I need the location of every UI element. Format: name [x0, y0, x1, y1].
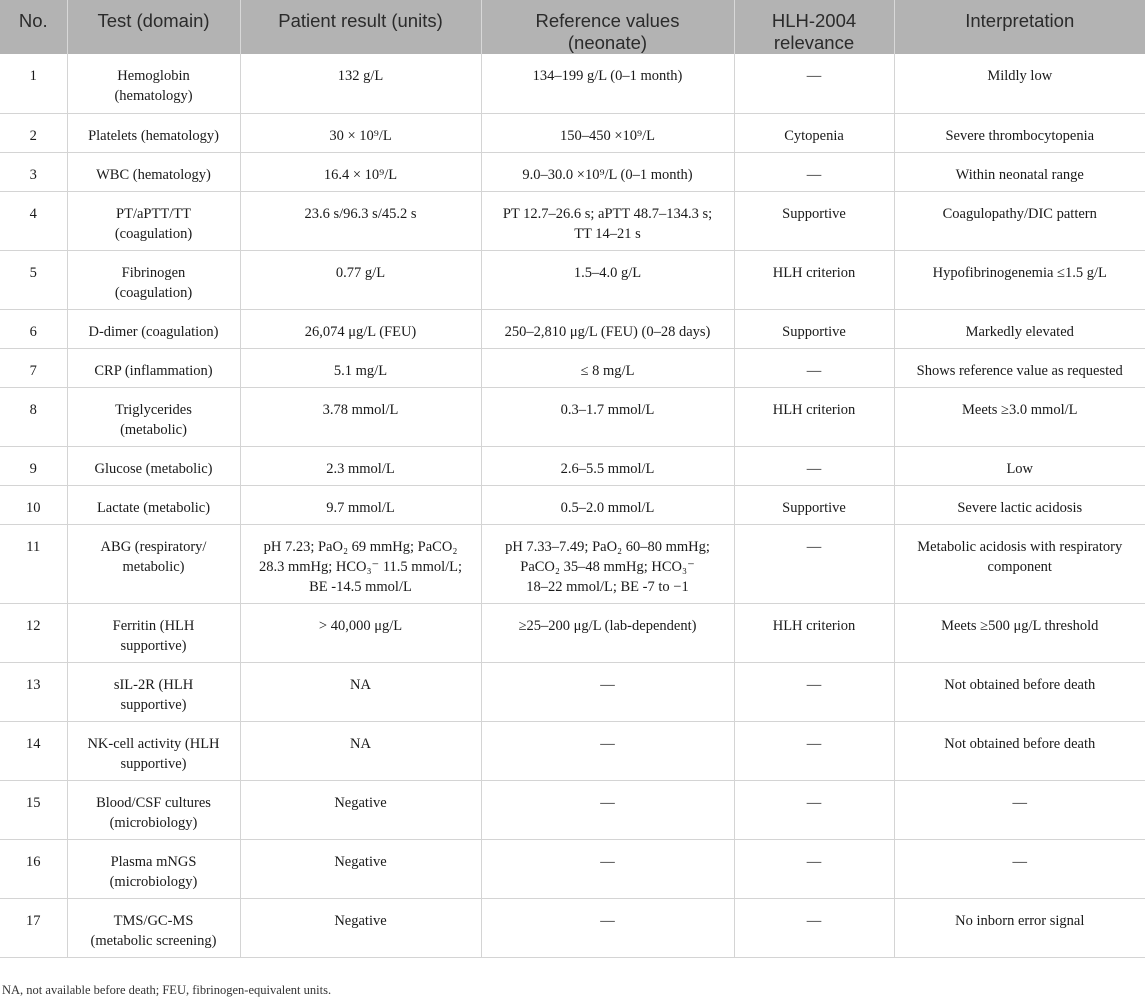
cell-no: 17	[0, 898, 67, 957]
cell-hlh-relevance: Supportive	[734, 485, 894, 524]
table-row	[0, 152, 1145, 191]
header-no: No.	[0, 0, 67, 54]
cell-hlh-relevance: —	[734, 839, 894, 898]
table-row	[0, 603, 1145, 662]
table-row	[0, 485, 1145, 524]
cell-reference-values: 2.6–5.5 mmol/L	[481, 446, 734, 485]
cell-interpretation: Shows reference value as requested	[894, 348, 1145, 387]
cell-hlh-relevance: —	[734, 780, 894, 839]
cell-no: 3	[0, 152, 67, 191]
cell-patient-result: Negative	[240, 898, 481, 957]
cell-reference-values: 1.5–4.0 g/L	[481, 250, 734, 309]
cell-interpretation: Meets ≥500 μg/L threshold	[894, 603, 1145, 662]
header-test-domain: Test (domain)	[67, 0, 240, 54]
cell-no: 4	[0, 191, 67, 250]
cell-hlh-relevance: —	[734, 721, 894, 780]
cell-test-domain: ABG (respiratory/ metabolic)	[67, 524, 240, 603]
cell-patient-result: Negative	[240, 780, 481, 839]
cell-reference-values: 250–2,810 μg/L (FEU) (0–28 days)	[481, 309, 734, 348]
cell-patient-result: 26,074 μg/L (FEU)	[240, 309, 481, 348]
table-row	[0, 348, 1145, 387]
cell-test-domain: Glucose (metabolic)	[67, 446, 240, 485]
cell-test-domain: PT/aPTT/TT (coagulation)	[67, 191, 240, 250]
cell-reference-values: —	[481, 898, 734, 957]
cell-test-domain: WBC (hematology)	[67, 152, 240, 191]
cell-interpretation: No inborn error signal	[894, 898, 1145, 957]
cell-reference-values: 150–450 ×10⁹/L	[481, 113, 734, 152]
cell-interpretation: Metabolic acidosis with respiratory component	[894, 524, 1145, 603]
cell-test-domain: Ferritin (HLH supportive)	[67, 603, 240, 662]
cell-no: 8	[0, 387, 67, 446]
cell-patient-result: 0.77 g/L	[240, 250, 481, 309]
cell-patient-result: 132 g/L	[240, 54, 481, 113]
cell-hlh-relevance: —	[734, 348, 894, 387]
cell-reference-values: ≤ 8 mg/L	[481, 348, 734, 387]
table-row	[0, 662, 1145, 721]
cell-interpretation: —	[894, 780, 1145, 839]
cell-no: 10	[0, 485, 67, 524]
cell-interpretation: Meets ≥3.0 mmol/L	[894, 387, 1145, 446]
cell-interpretation: Markedly elevated	[894, 309, 1145, 348]
cell-hlh-relevance: —	[734, 898, 894, 957]
table-row	[0, 113, 1145, 152]
cell-no: 14	[0, 721, 67, 780]
table-row	[0, 446, 1145, 485]
cell-patient-result: 2.3 mmol/L	[240, 446, 481, 485]
cell-reference-values: 0.3–1.7 mmol/L	[481, 387, 734, 446]
cell-reference-values: —	[481, 662, 734, 721]
cell-test-domain: D-dimer (coagulation)	[67, 309, 240, 348]
cell-reference-values: —	[481, 721, 734, 780]
cell-hlh-relevance: Supportive	[734, 191, 894, 250]
cell-test-domain: Lactate (metabolic)	[67, 485, 240, 524]
cell-hlh-relevance: —	[734, 446, 894, 485]
cell-interpretation: Severe lactic acidosis	[894, 485, 1145, 524]
table-header-row	[0, 0, 1145, 54]
cell-no: 13	[0, 662, 67, 721]
table-row	[0, 309, 1145, 348]
cell-no: 6	[0, 309, 67, 348]
cell-reference-values: 134–199 g/L (0–1 month)	[481, 54, 734, 113]
cell-test-domain: Hemoglobin (hematology)	[67, 54, 240, 113]
cell-hlh-relevance: Cytopenia	[734, 113, 894, 152]
cell-no: 11	[0, 524, 67, 603]
cell-no: 15	[0, 780, 67, 839]
cell-interpretation: —	[894, 839, 1145, 898]
cell-test-domain: TMS/GC-MS (metabolic screening)	[67, 898, 240, 957]
header-reference-values: Reference values (neonate)	[481, 0, 734, 54]
cell-no: 12	[0, 603, 67, 662]
cell-test-domain: sIL-2R (HLH supportive)	[67, 662, 240, 721]
cell-test-domain: Blood/CSF cultures (microbiology)	[67, 780, 240, 839]
cell-no: 2	[0, 113, 67, 152]
table-row	[0, 387, 1145, 446]
cell-test-domain: Platelets (hematology)	[67, 113, 240, 152]
cell-patient-result: > 40,000 μg/L	[240, 603, 481, 662]
header-patient-result: Patient result (units)	[240, 0, 481, 54]
cell-interpretation: Low	[894, 446, 1145, 485]
cell-hlh-relevance: HLH criterion	[734, 250, 894, 309]
table-row	[0, 780, 1145, 839]
cell-hlh-relevance: Supportive	[734, 309, 894, 348]
cell-test-domain: Plasma mNGS (microbiology)	[67, 839, 240, 898]
cell-no: 9	[0, 446, 67, 485]
cell-patient-result: 16.4 × 10⁹/L	[240, 152, 481, 191]
cell-interpretation: Coagulopathy/DIC pattern	[894, 191, 1145, 250]
cell-reference-values: ≥25–200 μg/L (lab-dependent)	[481, 603, 734, 662]
cell-patient-result: NA	[240, 662, 481, 721]
header-hlh-relevance: HLH-2004 relevance	[734, 0, 894, 54]
cell-reference-values: PT 12.7–26.6 s; aPTT 48.7–134.3 s; TT 14–21 s	[481, 191, 734, 250]
cell-patient-result: 23.6 s/96.3 s/45.2 s	[240, 191, 481, 250]
cell-patient-result: NA	[240, 721, 481, 780]
table-row	[0, 54, 1145, 113]
cell-patient-result: pH 7.23; PaO₂ 69 mmHg; PaCO₂ 28.3 mmHg; HCO₃⁻ 11.5 mmol/L; BE -14.5 mmol/L	[240, 524, 481, 603]
table-row	[0, 721, 1145, 780]
cell-interpretation: Mildly low	[894, 54, 1145, 113]
cell-test-domain: Fibrinogen (coagulation)	[67, 250, 240, 309]
cell-hlh-relevance: —	[734, 524, 894, 603]
header-interpretation: Interpretation	[894, 0, 1145, 54]
cell-no: 7	[0, 348, 67, 387]
cell-reference-values: —	[481, 839, 734, 898]
table-footnote: NA, not available before death; FEU, fibrinogen-equivalent units.	[2, 983, 332, 997]
table-row	[0, 250, 1145, 309]
cell-test-domain: CRP (inflammation)	[67, 348, 240, 387]
table-row	[0, 839, 1145, 898]
cell-interpretation: Not obtained before death	[894, 721, 1145, 780]
cell-patient-result: 3.78 mmol/L	[240, 387, 481, 446]
cell-reference-values: 0.5–2.0 mmol/L	[481, 485, 734, 524]
cell-test-domain: NK-cell activity (HLH supportive)	[67, 721, 240, 780]
table-row	[0, 898, 1145, 957]
cell-interpretation: Hypofibrinogenemia ≤1.5 g/L	[894, 250, 1145, 309]
table-row	[0, 524, 1145, 603]
cell-patient-result: 9.7 mmol/L	[240, 485, 481, 524]
cell-test-domain: Triglycerides (metabolic)	[67, 387, 240, 446]
cell-reference-values: —	[481, 780, 734, 839]
cell-no: 16	[0, 839, 67, 898]
cell-patient-result: Negative	[240, 839, 481, 898]
cell-hlh-relevance: —	[734, 662, 894, 721]
cell-interpretation: Within neonatal range	[894, 152, 1145, 191]
table-row	[0, 191, 1145, 250]
cell-reference-values: pH 7.33–7.49; PaO₂ 60–80 mmHg; PaCO₂ 35–48 mmHg; HCO₃⁻ 18–22 mmol/L; BE -7 to −1	[481, 524, 734, 603]
cell-interpretation: Severe thrombocytopenia	[894, 113, 1145, 152]
cell-hlh-relevance: HLH criterion	[734, 603, 894, 662]
cell-patient-result: 30 × 10⁹/L	[240, 113, 481, 152]
cell-patient-result: 5.1 mg/L	[240, 348, 481, 387]
cell-reference-values: 9.0–30.0 ×10⁹/L (0–1 month)	[481, 152, 734, 191]
cell-hlh-relevance: —	[734, 54, 894, 113]
cell-hlh-relevance: HLH criterion	[734, 387, 894, 446]
cell-interpretation: Not obtained before death	[894, 662, 1145, 721]
cell-hlh-relevance: —	[734, 152, 894, 191]
table-body	[0, 54, 1145, 957]
cell-no: 1	[0, 54, 67, 113]
cell-no: 5	[0, 250, 67, 309]
